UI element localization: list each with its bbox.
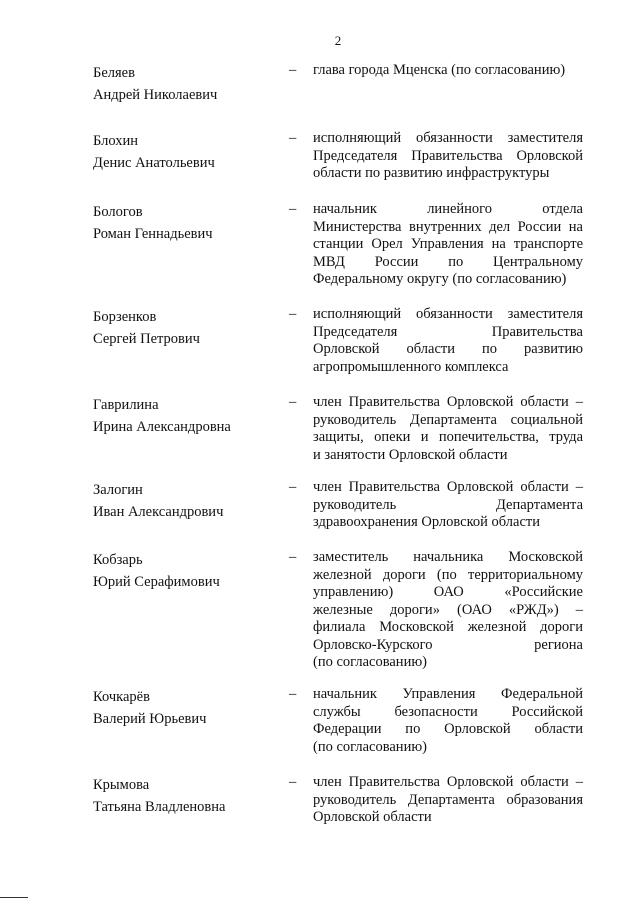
position-line: Федеральному округу (по согласованию): [313, 271, 567, 287]
member-given-names: Сергей Петрович: [93, 331, 200, 347]
position-line: защиты, опеки и попечительства, труда: [313, 429, 583, 445]
member-surname: Борзенков: [93, 309, 157, 325]
position-line: Орловско-Курского региона: [313, 636, 583, 653]
member-given-names: Роман Геннадьевич: [93, 226, 213, 242]
member-surname: Гаврилина: [93, 397, 159, 413]
member-given-names: Юрий Серафимович: [93, 574, 220, 590]
member-name: [93, 201, 273, 245]
position-line: МВД России по Центральному: [313, 253, 583, 270]
position-line: заместитель начальника Московской: [313, 549, 583, 565]
member-name: [93, 306, 273, 350]
member-surname: Кочкарёв: [93, 689, 150, 705]
position-line: руководитель Департамента: [313, 496, 583, 513]
position-line: исполняющий обязанности заместителя: [313, 306, 583, 322]
position-line: и занятости Орловской области: [313, 446, 508, 463]
member-entry: [0, 549, 640, 686]
member-name: [93, 549, 273, 593]
member-name: [93, 62, 273, 106]
position-line: филиала Московской железной дороги: [313, 619, 583, 635]
member-surname: Беляев: [93, 65, 135, 81]
dash-separator: –: [289, 306, 297, 322]
member-position: [313, 549, 583, 672]
position-line: (по согласованию): [313, 738, 427, 755]
position-line: управлению) ОАО «Российские: [313, 584, 583, 600]
members-list: [0, 62, 640, 834]
position-line: Федерации по Орловской области: [313, 721, 583, 737]
member-position: [313, 394, 583, 464]
member-given-names: Андрей Николаевич: [93, 87, 218, 103]
position-line: Министерства внутренних дел России на: [313, 218, 583, 235]
position-line: Председателя Правительства: [313, 323, 583, 340]
member-entry: [0, 479, 640, 549]
dash-separator: –: [289, 549, 297, 565]
dash-separator: –: [289, 130, 297, 146]
member-entry: [0, 130, 640, 201]
member-position: [313, 306, 583, 376]
member-entry: [0, 394, 640, 479]
member-entry: [0, 686, 640, 774]
position-line: Орловской области: [313, 809, 432, 825]
member-surname: Кобзарь: [93, 552, 143, 568]
member-entry: [0, 774, 640, 834]
member-name: [93, 686, 273, 730]
member-entry: [0, 201, 640, 306]
member-name: [93, 479, 273, 523]
member-entry: [0, 306, 640, 394]
dash-separator: –: [289, 479, 297, 495]
member-given-names: Татьяна Владленовна: [93, 799, 226, 815]
position-line: (по согласованию): [313, 654, 427, 670]
position-line: здравоохранения Орловской области: [313, 514, 540, 530]
member-position: [313, 62, 583, 80]
member-given-names: Денис Анатольевич: [93, 155, 215, 171]
dash-separator: –: [289, 394, 297, 410]
member-given-names: Иван Александрович: [93, 504, 224, 520]
dash-separator: –: [289, 201, 297, 217]
position-line: железной дороги (по территориальному: [313, 566, 583, 583]
member-given-names: Валерий Юрьевич: [93, 711, 207, 727]
position-line: исполняющий обязанности заместителя: [313, 130, 583, 146]
position-line: руководитель Департамента образования: [313, 791, 583, 808]
member-position: [313, 479, 583, 532]
position-line: глава города Мценска (по согласованию): [313, 62, 566, 78]
position-line: железные дороги» (ОАО «РЖД») –: [313, 601, 583, 618]
position-line: агропромышленного комплекса: [313, 358, 509, 375]
member-position: [313, 130, 583, 183]
member-name: [93, 130, 273, 174]
member-surname: Залогин: [93, 482, 143, 498]
position-line: Председателя Правительства Орловской: [313, 147, 583, 164]
position-line: начальник линейного отдела: [313, 201, 583, 217]
member-surname: Крымова: [93, 777, 150, 793]
member-position: [313, 201, 583, 289]
position-line: области по развитию инфраструктуры: [313, 165, 550, 181]
member-name: [93, 394, 273, 438]
page-number: 2: [334, 33, 342, 48]
member-entry: [0, 62, 640, 130]
member-position: [313, 686, 583, 756]
member-given-names: Ирина Александровна: [93, 419, 231, 435]
position-line: член Правительства Орловской области –: [313, 774, 583, 790]
position-line: станции Орел Управления на транспорте: [313, 236, 583, 252]
scan-edge-mark: [0, 897, 28, 898]
member-surname: Бологов: [93, 204, 143, 220]
position-line: службы безопасности Российской: [313, 703, 583, 720]
member-surname: Блохин: [93, 133, 139, 149]
position-line: руководитель Департамента социальной: [313, 411, 583, 428]
dash-separator: –: [289, 686, 297, 702]
member-name: [93, 774, 273, 818]
position-line: член Правительства Орловской области –: [313, 394, 583, 410]
dash-separator: –: [289, 774, 297, 790]
position-line: член Правительства Орловской области –: [313, 479, 583, 495]
dash-separator: –: [289, 62, 297, 78]
position-line: Орловской области по развитию: [313, 341, 583, 357]
member-position: [313, 774, 583, 827]
position-line: начальник Управления Федеральной: [313, 686, 583, 702]
